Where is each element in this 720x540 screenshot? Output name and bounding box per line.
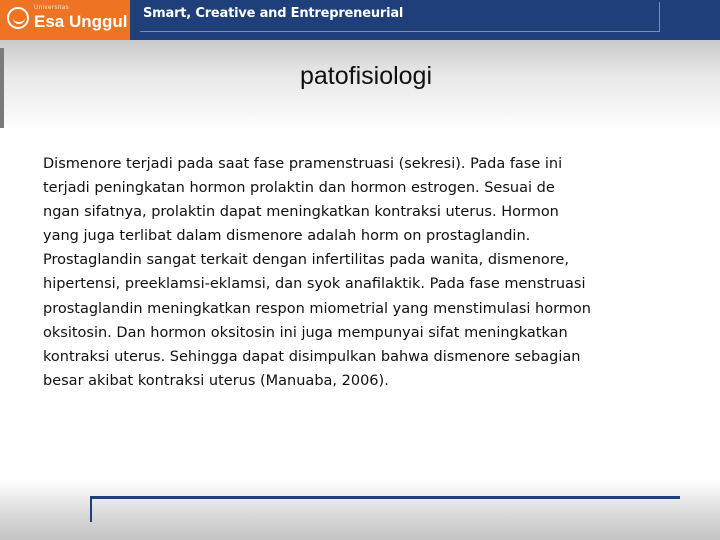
body-line: Prostaglandin sangat terkait dengan infertilitas pada wanita, dismenore, <box>43 252 569 269</box>
tagline: Smart, Creative and Entrepreneurial <box>143 6 404 21</box>
logo-emblem-icon <box>7 7 29 29</box>
body-line: yang juga terlibat dalam dismenore adalah horm on prostaglandin. <box>43 228 531 245</box>
body-line: besar akibat kontraksi uterus (Manuaba, 2006). <box>43 372 389 389</box>
body-line: Dismenore terjadi pada saat fase pramenstruasi (sekresi). Pada fase ini <box>43 156 563 172</box>
logo-subtext: Universitas <box>34 5 70 11</box>
slide-body-text <box>43 152 683 393</box>
body-line: kontraksi uterus. Sehingga dapat disimpulkan bahwa dismenore sebagian <box>43 348 581 365</box>
body-line: hipertensi, preeklamsi-eklamsi, dan syok anafilaktik. Pada fase menstruasi <box>43 276 586 293</box>
body-line: ngan sifatnya, prolaktin dapat meningkatkan kontraksi uterus. Hormon <box>43 204 559 221</box>
university-logo[interactable] <box>0 0 130 40</box>
footer-frame-line <box>90 496 680 522</box>
body-line: prostaglandin meningkatkan respon miometrial yang menstimulasi hormon <box>43 300 591 317</box>
slide-title: patofisiologi <box>299 62 433 90</box>
body-line: oksitosin. Dan hormon oksitosin ini juga mempunyai sifat meningkatkan <box>43 324 568 341</box>
body-line: terjadi peningkatan hormon prolaktin dan hormon estrogen. Sesuai de <box>43 180 555 197</box>
header-bar <box>0 0 720 40</box>
logo-text: Esa Unggul <box>34 12 128 31</box>
